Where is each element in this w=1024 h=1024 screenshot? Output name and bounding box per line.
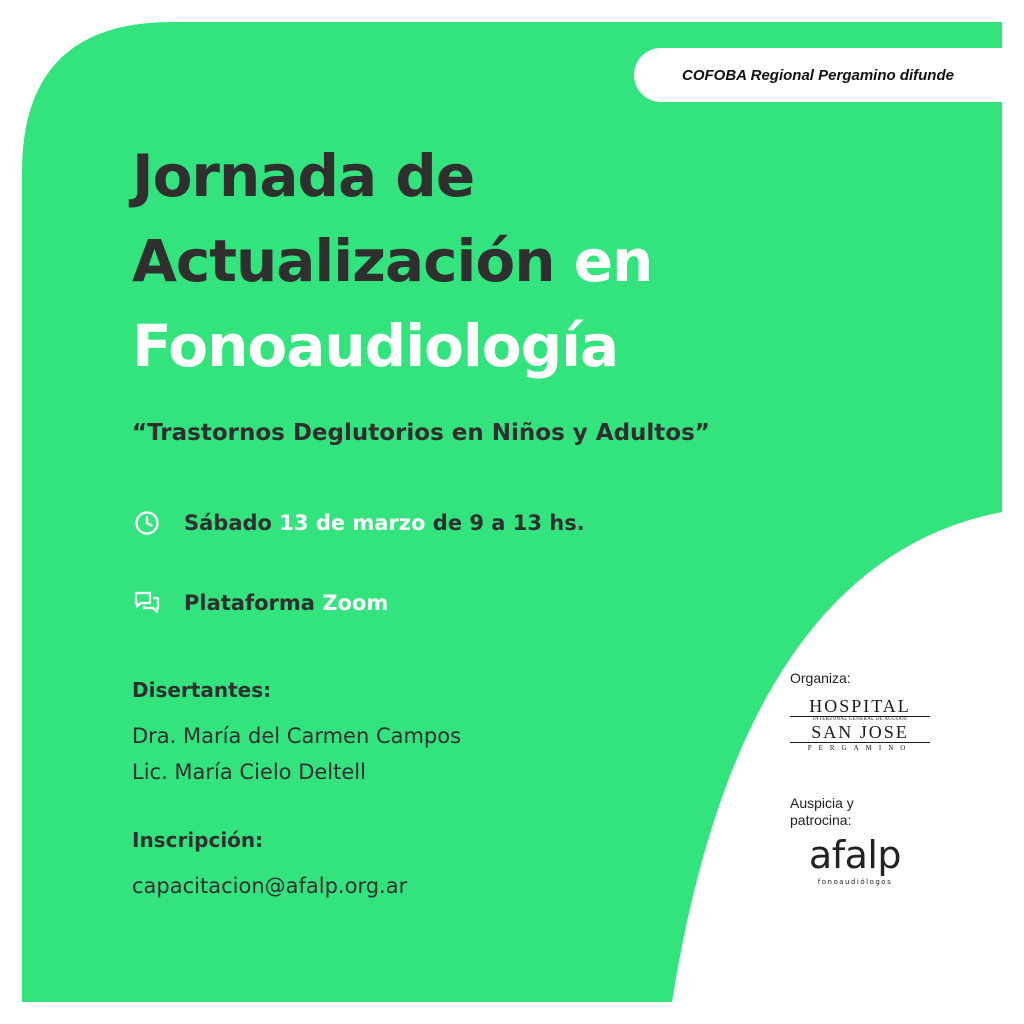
hospital-logo-line-1: HOSPITAL bbox=[790, 697, 930, 717]
title-word-actualizacion: Actualización bbox=[132, 227, 555, 295]
hospital-logo bbox=[790, 697, 930, 753]
organizer-label: Organiza: bbox=[790, 670, 851, 686]
title-word-en: en bbox=[573, 227, 653, 295]
hospital-logo-line-3: SAN JOSE bbox=[790, 723, 930, 743]
date-time: de 9 a 13 hs. bbox=[432, 511, 585, 535]
title-line-3: Fonoaudiología bbox=[132, 312, 619, 380]
event-platform bbox=[132, 588, 388, 618]
title-line-2 bbox=[132, 219, 652, 304]
speaker-name: Dra. María del Carmen Campos bbox=[132, 724, 462, 748]
registration-heading: Inscripción: bbox=[132, 828, 264, 852]
speakers-heading: Disertantes: bbox=[132, 678, 272, 702]
afalp-logo-name: afalp bbox=[808, 833, 902, 877]
flyer-card bbox=[22, 22, 1002, 1002]
sponsors-panel bbox=[790, 670, 980, 887]
clock-icon bbox=[132, 508, 162, 538]
platform-label: Plataforma bbox=[184, 591, 315, 615]
event-date bbox=[132, 508, 585, 538]
title-line-1: Jornada de bbox=[132, 142, 475, 210]
chat-bubbles-icon bbox=[132, 588, 162, 618]
speaker-name: Lic. María Cielo Deltell bbox=[132, 760, 366, 784]
registration-email: capacitacion@afalp.org.ar bbox=[132, 874, 408, 898]
date-weekday: Sábado bbox=[184, 511, 272, 535]
source-tag bbox=[634, 48, 1002, 102]
event-title bbox=[132, 134, 652, 389]
afalp-logo-subtitle: fonoaudiólogos bbox=[817, 878, 893, 886]
event-subtitle: “Trastornos Deglutorios en Niños y Adultos” bbox=[132, 420, 710, 446]
hospital-logo-line-2: INTERZONAL GENERAL DE AGUDOS bbox=[813, 717, 907, 722]
afalp-logo bbox=[790, 833, 920, 887]
sponsor-label-line-2: patrocina: bbox=[790, 812, 852, 828]
sponsor-label-line-1: Auspicia y bbox=[790, 795, 854, 811]
platform-name: Zoom bbox=[322, 591, 389, 615]
date-day: 13 de marzo bbox=[279, 511, 426, 535]
hospital-logo-line-4: PERGAMINO bbox=[807, 744, 913, 752]
source-tag-text: COFOBA Regional Pergamino difunde bbox=[682, 66, 954, 84]
sponsor-label bbox=[790, 795, 980, 829]
